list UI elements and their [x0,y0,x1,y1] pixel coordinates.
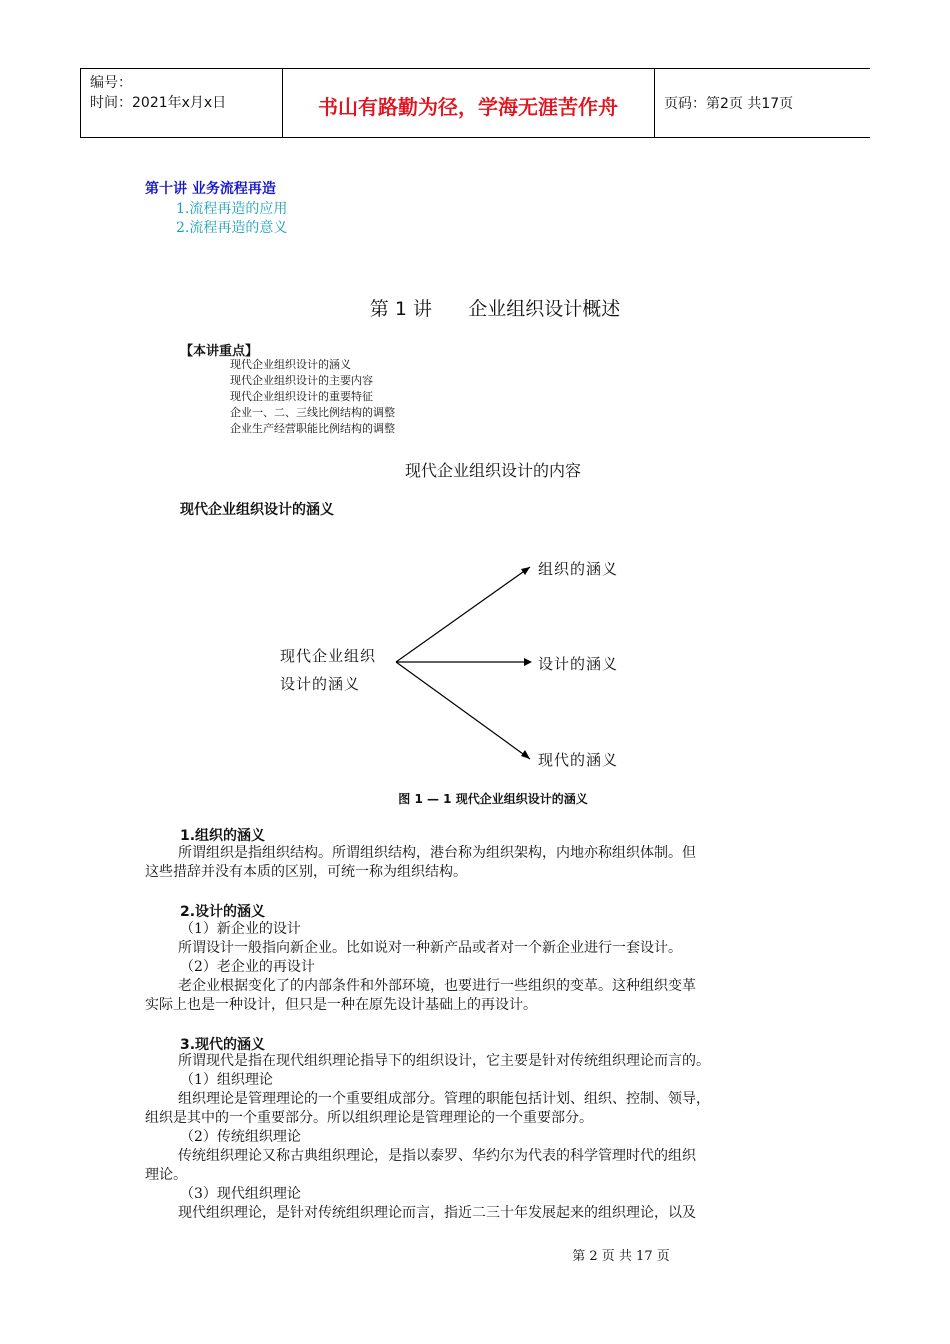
figure-caption: 图 1 — 1 现代企业组织设计的涵义 [398,792,588,806]
s3-item-1: （1）组织理论 [180,1072,273,1088]
s2-item-1: （1）新企业的设计 [180,921,301,937]
branch-line-1 [396,567,530,662]
s3-item-3: （3）现代组织理论 [180,1186,301,1202]
diagram-root-line1: 现代企业组织 [280,647,377,665]
key-point-item: 现代企业组织设计的主要内容 [230,374,373,387]
s2-item-2: （2）老企业的再设计 [180,959,315,975]
toc-item-1[interactable]: 1.流程再造的应用 [176,201,288,217]
s1-title: 1.组织的涵义 [180,828,266,844]
key-point-item: 企业生产经营职能比例结构的调整 [230,422,395,435]
s1-para-line2: 这些措辞并没有本质的区别，可统一称为组织结构。 [145,864,467,880]
lecture-title: 第 1 讲 企业组织设计概述 [369,298,621,320]
s1-para-line1: 所谓组织是指组织结构。所谓组织结构，港台称为组织架构，内地亦称组织体制。但 [178,845,696,861]
key-points-label: 【本讲重点】 [180,344,259,359]
key-point-item: 企业一、二、三线比例结构的调整 [230,406,395,419]
s3-para-3-line2: 理论。 [145,1167,187,1183]
diagram-root-line2: 设计的涵义 [280,675,361,693]
header-motto: 书山有路勤为径，学海无涯苦作舟 [318,95,618,119]
doc-number-label: 编号： [90,75,132,91]
s3-para-2-line1: 组织理论是管理理论的一个重要组成部分。管理的职能包括计划、组织、控制、领导， [178,1091,710,1107]
arrowhead-1 [521,567,530,575]
toc-item-2[interactable]: 2.流程再造的意义 [176,220,288,236]
section-title: 现代企业组织设计的内容 [404,461,581,480]
branch-line-3 [396,662,530,759]
arrowhead-3 [521,750,530,759]
toc-chapter[interactable]: 第十讲 业务流程再造 [145,181,276,197]
s2-para-2-line1: 老企业根据变化了的内部条件和外部环境，也要进行一些组织的变革。这种组织变革 [178,978,696,994]
diagram-branch-1: 组织的涵义 [538,560,619,578]
diagram-branch-3: 现代的涵义 [538,751,619,769]
time-label: 时间：2021年x月x日 [90,95,227,111]
header-page-info: 页码：第2页 共17页 [664,96,794,112]
arrowhead-2 [524,658,532,666]
key-point-item: 现代企业组织设计的涵义 [230,358,351,371]
subsection-title: 现代企业组织设计的涵义 [180,502,334,518]
page-footer: 第 2 页 共 17 页 [572,1249,670,1264]
diagram-branch-2: 设计的涵义 [538,655,619,673]
s2-para-1: 所谓设计一般指向新企业。比如说对一种新产品或者对一个新企业进行一套设计。 [178,940,682,956]
s3-para-3-line1: 传统组织理论又称古典组织理论，是指以泰罗、华约尔为代表的科学管理时代的组织 [178,1148,696,1164]
s2-title: 2.设计的涵义 [180,904,266,920]
s3-title: 3.现代的涵义 [180,1037,266,1053]
s3-para-2-line2: 组织是其中的一个重要部分。所以组织理论是管理理论的一个重要部分。 [145,1110,593,1126]
s3-para-4: 现代组织理论，是针对传统组织理论而言，指近二三十年发展起来的组织理论，以及 [178,1205,696,1221]
s3-item-2: （2）传统组织理论 [180,1129,301,1145]
s2-para-2-line2: 实际上也是一种设计，但只是一种在原先设计基础上的再设计。 [145,997,537,1013]
s3-para-1: 所谓现代是指在现代组织理论指导下的组织设计，它主要是针对传统组织理论而言的。 [178,1053,710,1069]
key-point-item: 现代企业组织设计的重要特征 [230,390,373,403]
